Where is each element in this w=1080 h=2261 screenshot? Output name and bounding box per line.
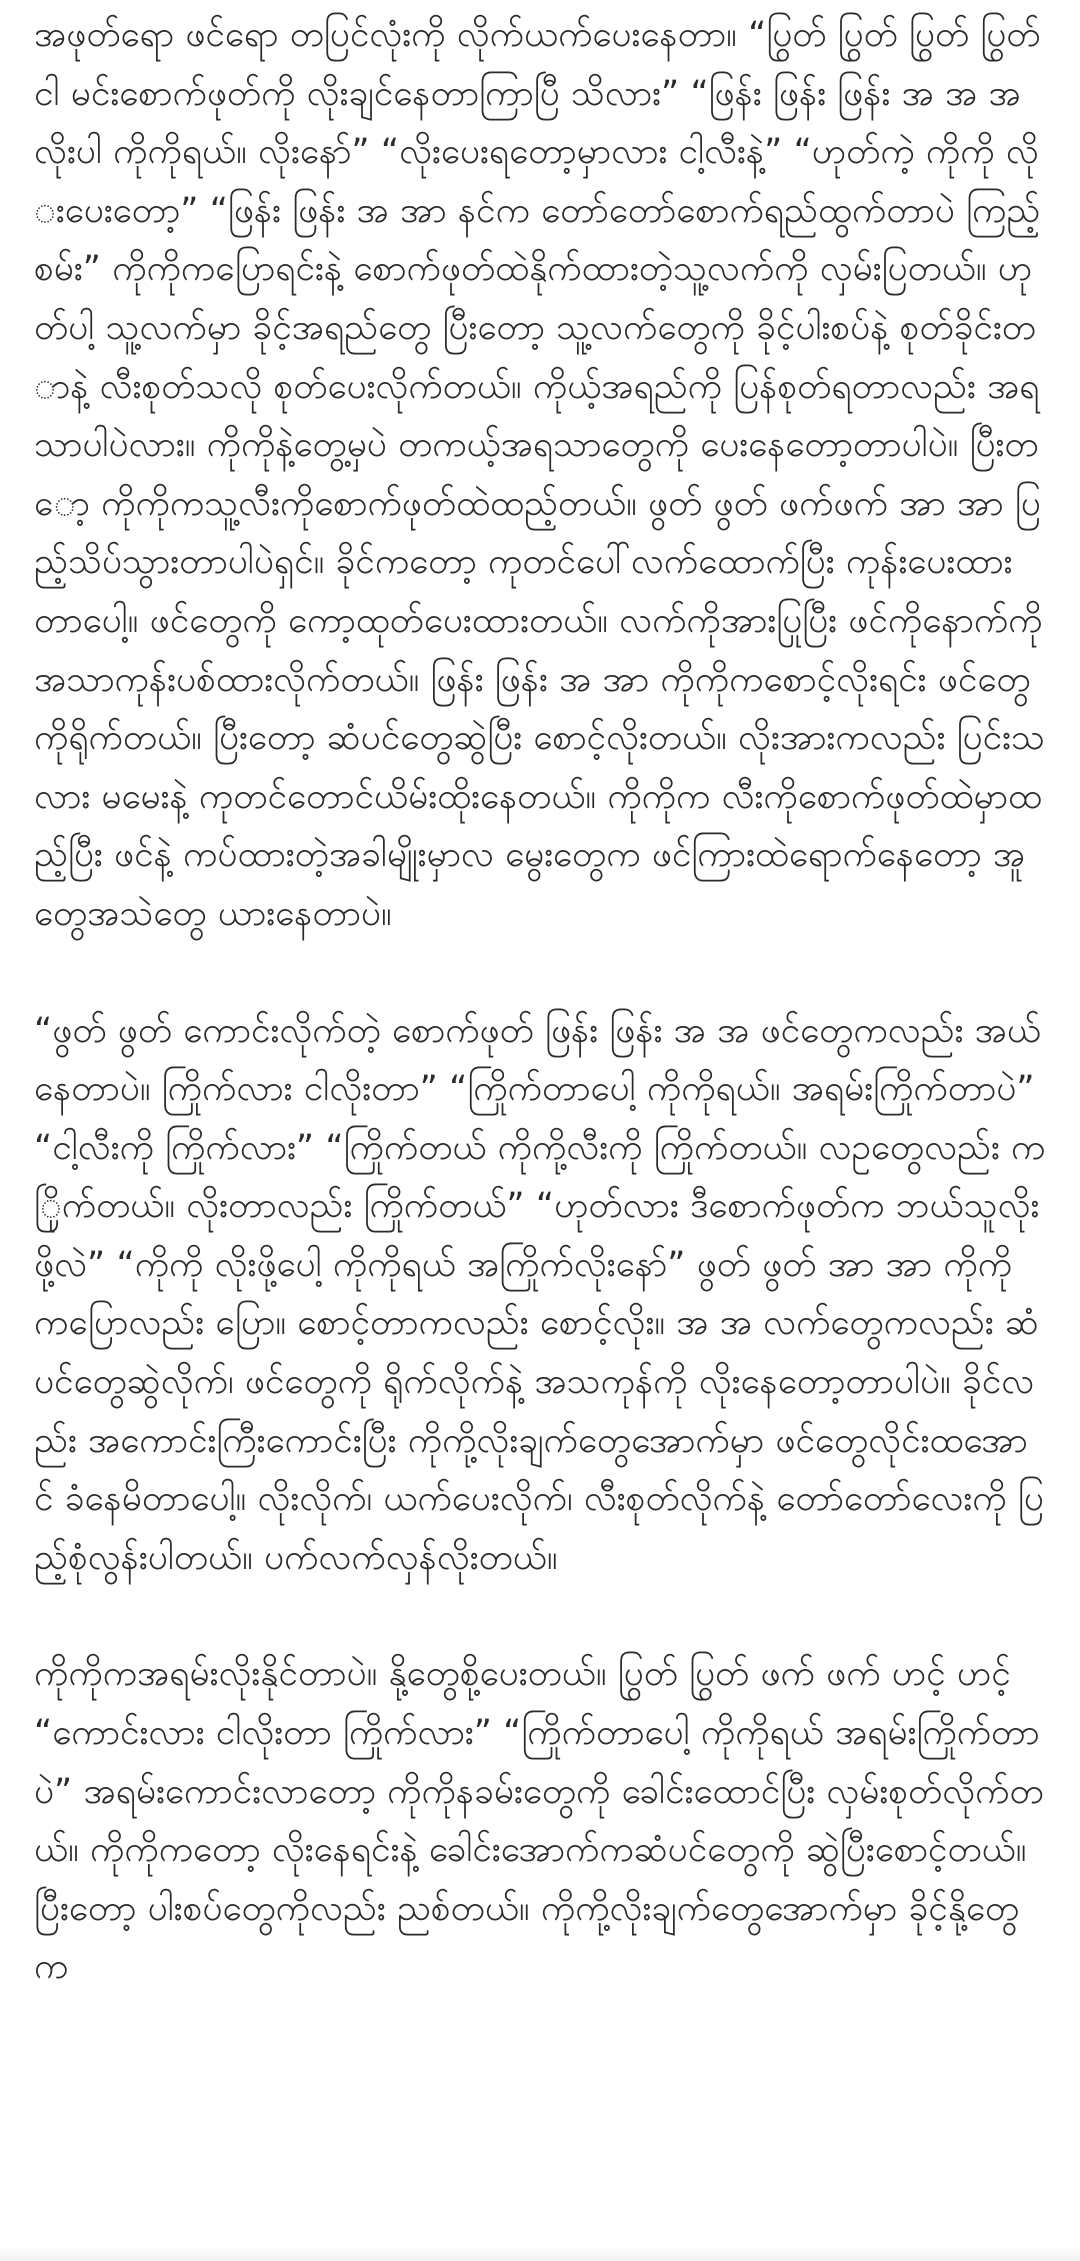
story-paragraph-2: “ဖွတ် ဖွတ် ကောင်းလိုက်တဲ့ စောက်ဖုတ် ဖြန်း ဖြန်း အ အ ဖင်တွေကလည်း အယ်နေတာပဲ။ ကြိုက်လား ငါလိုးတာ” “ကြိုက်တာပေါ့ ကိုကိုရယ်။ အရမ်းကြိုက်တာပဲ” “ငါ့လီးကို ကြိုက်လား” “ကြိုက်တယ် ကိုကို့လီးကို ကြိုက်တယ်။ လဥတွေလည်း ကြိုက်တယ်။ လိုးတာလည်း ကြိုက်တယ်” “ဟုတ်လား ဒီစောက်ဖုတ်က ဘယ်သူလိုးဖို့လဲ” “ကိုကို လိုးဖို့ပေါ့ ကိုကိုရယ် အကြိုက်လိုးနော်” ဖွတ် ဖွတ် အာ အာ ကိုကိုကပြောလည်း ပြော။ စောင့်တာကလည်း စောင့်လိုး။ အ အ လက်တွေကလည်း ဆံပင်တွေဆွဲလိုက်၊ ဖင်တွေကို ရိုက်လိုက်နဲ့ အသကုန်ကို လိုးနေတော့တာပါပဲ။ ခိုင်လည်း အကောင်းကြီးကောင်းပြီး ကိုကို့လိုးချက်တွေအောက်မှာ ဖင်တွေလိုင်းထအောင် ခံနေမိတာပေါ့။ လိုးလိုက်၊ ယက်ပေးလိုက်၊ လီးစုတ်လိုက်နဲ့ တော်တော်လေးကို ပြည့်စုံလွန်းပါတယ်။ ပက်လက်လှန်လိုးတယ်။ [34, 1010, 1046, 1578]
story-content [34, 6, 1046, 2055]
story-paragraph-3: ကိုကိုကအရမ်းလိုးနိုင်တာပဲ။ နို့တွေစို့ပေးတယ်။ ပြွတ် ပြွတ် ဖက် ဖက် ဟင့် ဟင့် “ကောင်းလား ငါလိုးတာ ကြိုက်လား” “ကြိုက်တာပေါ့ ကိုကိုရယ် အရမ်းကြိုက်တာပဲ” အရမ်းကောင်းလာတော့ ကိုကိုနခမ်းတွေကို ခေါင်းထောင်ပြီး လှမ်းစုတ်လိုက်တယ်။ ကိုကိုကတော့ လိုးနေရင်းနဲ့ ခေါင်းအောက်ကဆံပင်တွေကို ဆွဲပြီးစောင့်တယ်။ ပြီးတော့ ပါးစပ်တွေကိုလည်း ညစ်တယ်။ ကိုကို့လိုးချက်တွေအောက်မှာ ခိုင့်နို့တွေက [34, 1654, 1044, 1988]
bottom-fade [0, 2247, 1080, 2261]
story-paragraph-1: အဖုတ်ရော ဖင်ရော တပြင်လုံးကို လိုက်ယက်ပေးနေတာ။ “ပြွတ် ပြွတ် ပြွတ် ပြွတ် ငါ မင်းစောက်ဖုတ်ကို လိုးချင်နေတာကြာပြီ သိလား” “ဖြန်း ဖြန်း ဖြန်း အ အ အ လိုးပါ ကိုကိုရယ်။ လိုးနော်” “လိုးပေးရတော့မှာလား ငါ့လီးနဲ့” “ဟုတ်ကဲ့ ကိုကို လိုးပေးတော့” “ဖြန်း ဖြန်း အ အာ နင်က တော်တော်စောက်ရည်ထွက်တာပဲ ကြည့်စမ်း” ကိုကိုကပြောရင်းနဲ့ စောက်ဖုတ်ထဲနိုက်ထားတဲ့သူ့လက်ကို လှမ်းပြတယ်။ ဟုတ်ပါ့ သူ့လက်မှာ ခိုင့်အရည်တွေ ပြီးတော့ သူ့လက်တွေကို ခိုင့်ပါးစပ်နဲ့ စုတ်ခိုင်းတာနဲ့ လီးစုတ်သလို စုတ်ပေးလိုက်တယ်။ ကိုယ့်အရည်ကို ပြန်စုတ်ရတာလည်း အရသာပါပဲလား။ ကိုကိုနဲ့တွေ့မှပဲ တကယ့်အရသာတွေကို ပေးနေတော့တာပါပဲ။ ပြီးတော့ ကိုကိုကသူ့လီးကိုစောက်ဖုတ်ထဲထည့်တယ်။ ဖွတ် ဖွတ် ဖက်ဖက် အာ အာ ပြည့်သိပ်သွားတာပါပဲရှင်။ ခိုင်ကတော့ ကုတင်ပေါ်လက်ထောက်ပြီး ကုန်းပေးထားတာပေါ့။ ဖင်တွေကို ကော့ထုတ်ပေးထားတယ်။ လက်ကိုအားပြုပြီး ဖင်ကိုနောက်ကို အသာကုန်းပစ်ထားလိုက်တယ်။ ဖြန်း ဖြန်း အ အာ ကိုကိုကစောင့်လိုးရင်း ဖင်တွေကိုရိုက်တယ်။ ပြီးတော့ ဆံပင်တွေဆွဲပြီး စောင့်လိုးတယ်။ လိုးအားကလည်း ပြင်းသလား မမေးနဲ့ ကုတင်တောင်ယိမ်းထိုးနေတယ်။ ကိုကိုက လီးကိုစောက်ဖုတ်ထဲမှာထည့်ပြီး ဖင်နဲ့ ကပ်ထားတဲ့အခါမျိုးမှာလ မွေးတွေက ဖင်ကြားထဲရောက်နေတော့ အူတွေအသဲတွေ ယားနေတာပဲ။ [34, 15, 1045, 934]
